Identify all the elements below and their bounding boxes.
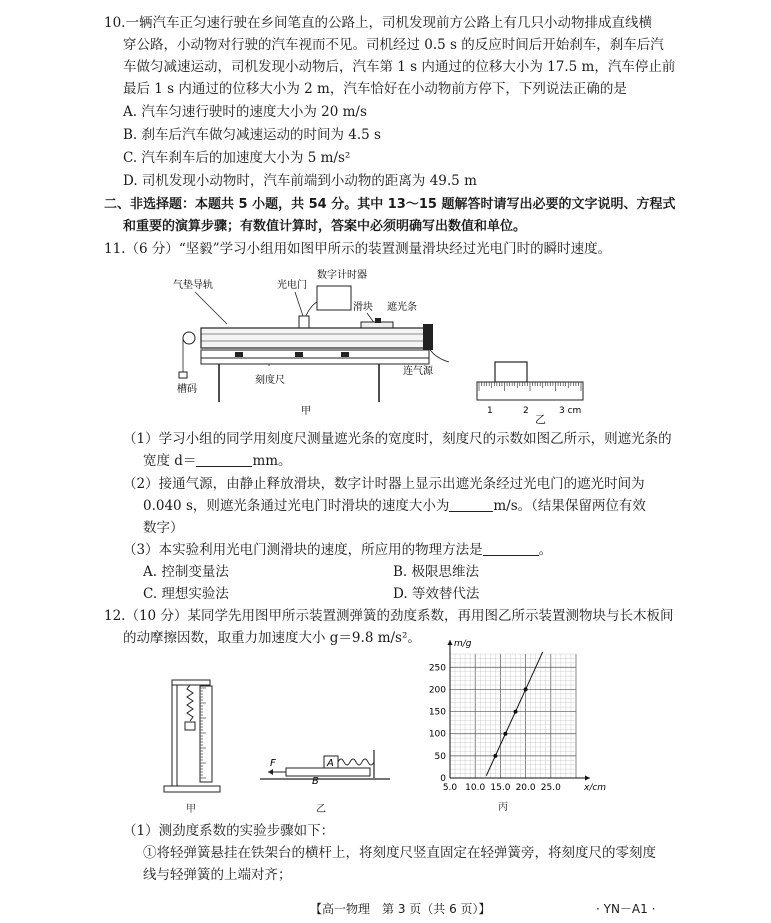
q12-step1-line1: ①将轻弹簧悬挂在铁架台的横杆上，将刻度尺竖直固定在轻弹簧旁，将刻度尺的零刻度 — [143, 845, 656, 861]
q12-line1: 12.（10 分）某同学先用图甲所示装置测弹簧的劲度系数，再用图乙所示装置测物块与长木板间 — [104, 608, 674, 624]
q11-option-d: D. 等效替代法 — [393, 586, 480, 602]
svg-text:B: B — [312, 776, 319, 787]
q12-caption-yi: 乙 — [316, 804, 326, 815]
chart-point — [493, 754, 497, 758]
answer-blank-speed[interactable] — [449, 497, 493, 512]
label-air-source: 连气源 — [403, 366, 433, 377]
chart-x-tick: 10.0 — [465, 783, 486, 793]
label-shade-strip: 遮光条 — [387, 302, 417, 313]
label-ruler: 刻度尺 — [255, 375, 285, 386]
label-air-track: 气垫导轨 — [173, 280, 213, 291]
q12-step1-line2: 线与轻弹簧的上端对齐； — [143, 867, 292, 883]
q11-option-a: A. 控制变量法 — [143, 564, 229, 580]
q12-line2: 的动摩擦因数，取重力加速度大小 g＝9.8 m/s²。 — [123, 630, 421, 646]
q11-part2-line3: 数字） — [143, 520, 184, 536]
svg-text:F: F — [270, 758, 276, 769]
footer-code: · YN－A1 · — [596, 902, 656, 916]
q10-line1: 10.一辆汽车正匀速行驶在乡间笔直的公路上，司机发现前方公路上有几只小动物排成直线横 — [104, 15, 652, 31]
section2-heading-line2: 和重要的演算步骤；有数值计算时，答案中必须明确写出数值和单位。 — [123, 219, 527, 234]
label-photogate: 光电门 — [277, 280, 307, 291]
caption-jia: 甲 — [301, 406, 311, 417]
chart-y-tick: 100 — [428, 729, 446, 740]
chart-y-tick: 200 — [428, 685, 446, 696]
q10-option-c: C. 汽车刹车后的加速度大小为 5 m/s² — [123, 150, 351, 166]
chart-caption-bing: 丙 — [498, 802, 508, 813]
q10-line4: 最后 1 s 内通过的位移大小为 2 m，汽车恰好在小动物前方停下，下列说法正确的是 — [123, 81, 627, 97]
q11-part1-line1: （1）学习小组的同学用刻度尺测量遮光条的宽度时，刻度尺的示数如图乙所示，则遮光条的 — [123, 431, 672, 447]
footer-page-info: 【高一物理 第 3 页（共 6 页）】 — [310, 902, 491, 916]
answer-blank-method[interactable] — [483, 541, 539, 556]
chart-y-tick: 150 — [428, 707, 446, 718]
air-track-rail — [201, 328, 429, 348]
q11-part3: （3）本实验利用光电门测滑块的速度，所应用的物理方法是 。 — [123, 542, 553, 558]
svg-text:3 cm: 3 cm — [559, 406, 582, 416]
q11-part1-line2: 宽度 d＝ mm。 — [143, 453, 292, 469]
chart-x-tick: 20.0 — [515, 783, 536, 793]
chart-point — [524, 687, 528, 691]
svg-text:A: A — [327, 758, 334, 769]
answer-blank-width[interactable] — [196, 452, 252, 467]
label-weight: 槽码 — [177, 384, 197, 395]
q11-stem: 11.（6 分）“坚毅”学习小组用如图甲所示的装置测量滑块经过光电门时的瞬时速度。 — [104, 241, 612, 257]
label-digital-timer: 数字计时器 — [317, 270, 367, 281]
q11-option-b: B. 极限思维法 — [393, 564, 480, 580]
q12-part1-heading: （1）测劲度系数的实验步骤如下： — [123, 823, 335, 839]
q12-figure-friction — [260, 752, 400, 802]
q12-figure-spring-stand — [160, 672, 230, 804]
chart-x-tick: 15.0 — [490, 783, 511, 793]
q10-option-b: B. 刹车后汽车做匀减速运动的时间为 4.5 s — [123, 127, 381, 143]
svg-text:1: 1 — [487, 406, 493, 416]
chart-point — [503, 732, 507, 736]
q10-line3: 车做匀减速运动，司机发现小动物后，汽车第 1 s 内通过的位移大小为 17.5 m，汽车停止前 — [123, 59, 676, 75]
chart-x-tick: 25.0 — [540, 783, 561, 793]
chart-point — [514, 710, 518, 714]
label-slider: 滑块 — [353, 302, 373, 313]
chart-y-tick: 50 — [434, 751, 446, 762]
chart-y-tick: 0 — [440, 774, 446, 784]
q12-chart-mass-vs-length — [420, 639, 607, 812]
section2-heading-line1: 二、非选择题：本题共 5 小题，共 54 分。其中 13～15 题解答时请写出必要的文字说明、方程式 — [104, 197, 676, 212]
q10-option-a: A. 汽车匀速行驶时的速度大小为 20 m/s — [123, 104, 367, 120]
svg-text:2: 2 — [523, 406, 529, 416]
q11-part2-line1: （2）接通气源，由静止释放滑块，数字计时器上显示出遮光条经过光电门的遮光时间为 — [123, 476, 645, 492]
chart-xlabel: x/cm — [584, 783, 607, 793]
q10-option-d: D. 司机发现小动物时，汽车前端到小动物的距离为 49.5 m — [123, 173, 477, 189]
chart-y-tick: 250 — [428, 663, 446, 674]
q11-option-c: C. 理想实验法 — [143, 586, 229, 602]
caption-yi: 乙 — [535, 413, 546, 426]
q11-part2-line2: 0.040 s，则遮光条通过光电门时滑块的速度大小为 m/s。（结果保留两位有效 — [143, 498, 646, 514]
q12-caption-jia: 甲 — [186, 804, 196, 815]
q11-figure-apparatus — [165, 266, 625, 416]
chart-x-tick: 5.0 — [442, 783, 458, 793]
q10-line2: 穿公路，小动物对行驶的汽车视而不见。司机经过 0.5 s 的反应时间后开始刹车，刹车后汽 — [123, 37, 664, 53]
chart-ylabel: m/g — [454, 639, 472, 649]
